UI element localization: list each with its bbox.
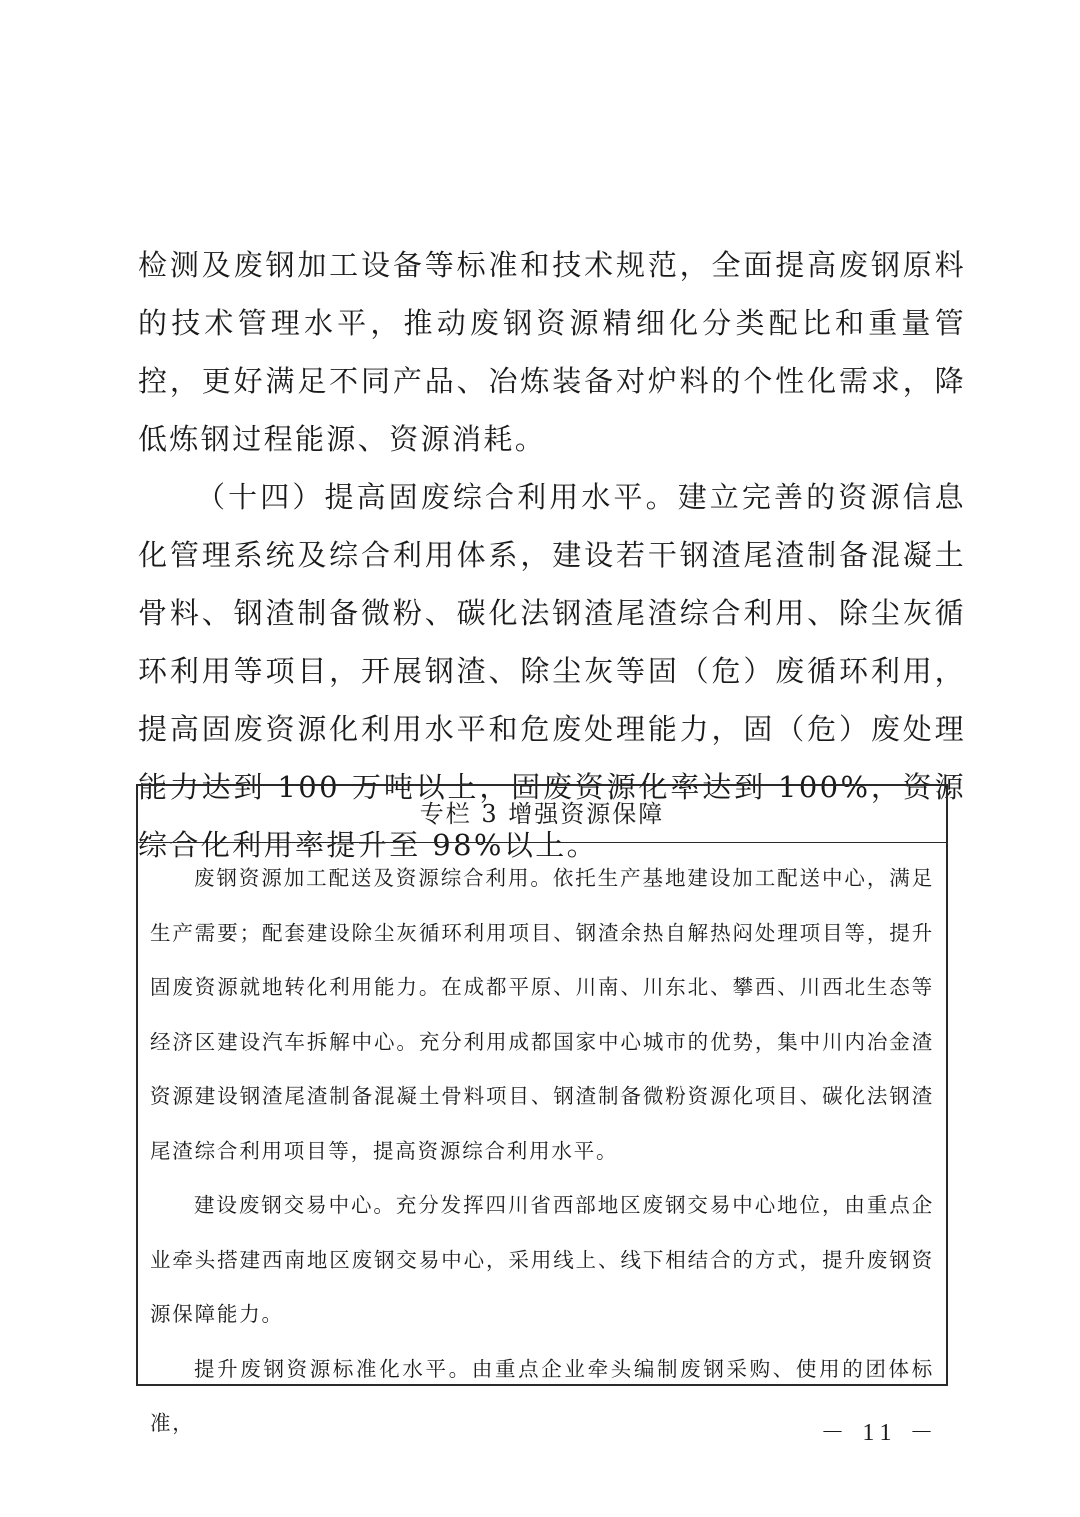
column-box-body — [138, 843, 946, 1451]
page-number: － 11 － — [820, 1420, 940, 1446]
column-paragraph-trading-center: 建设废钢交易中心。充分发挥四川省西部地区废钢交易中心地位，由重点企业牵头搭建西南地区废钢交易中心，采用线上、线下相结合的方式，提升废钢资源保障能力。 — [150, 1193, 934, 1326]
column-paragraph-standardization: 提升废钢资源标准化水平。由重点企业牵头编制废钢采购、使用的团体标准， — [150, 1356, 934, 1435]
paragraph-section-14: （十四）提高固废综合利用水平。建立完善的资源信息化管理系统及综合利用体系，建设若干钢渣尾渣制备混凝土骨料、钢渣制备微粉、碳化法钢渣尾渣综合利用、除尘灰循环利用等项目，开展钢渣、除尘灰等固（危）废循环利用，提高固废资源化利用水平和危废处理能力，固（危）废处理能力达到 100 万吨以上，固废资源化率达到 100%，资源综合化利用率提升至 98%以上。 — [138, 480, 966, 862]
column-paragraph-resource-processing: 废钢资源加工配送及资源综合利用。依托生产基地建设加工配送中心，满足生产需要；配套建设除尘灰循环利用项目、钢渣余热自解热闷处理项目等，提升固废资源就地转化利用能力。在成都平原、川南、川东北、攀西、川西北生态等经济区建设汽车拆解中心。充分利用成都国家中心城市的优势，集中川内冶金渣资源建设钢渣尾渣制备混凝土骨料项目、钢渣制备微粉资源化项目、碳化法钢渣尾渣综合利用项目等，提高资源综合利用水平。 — [150, 866, 934, 1163]
body-text — [138, 236, 966, 874]
column-box-title: 专栏 3 增强资源保障 — [138, 786, 946, 843]
paragraph-continued: 检测及废钢加工设备等标准和技术规范，全面提高废钢原料的技术管理水平，推动废钢资源精细化分类配比和重量管控，更好满足不同产品、冶炼装备对炉料的个性化需求，降低炼钢过程能源、资源消耗。 — [138, 248, 966, 456]
